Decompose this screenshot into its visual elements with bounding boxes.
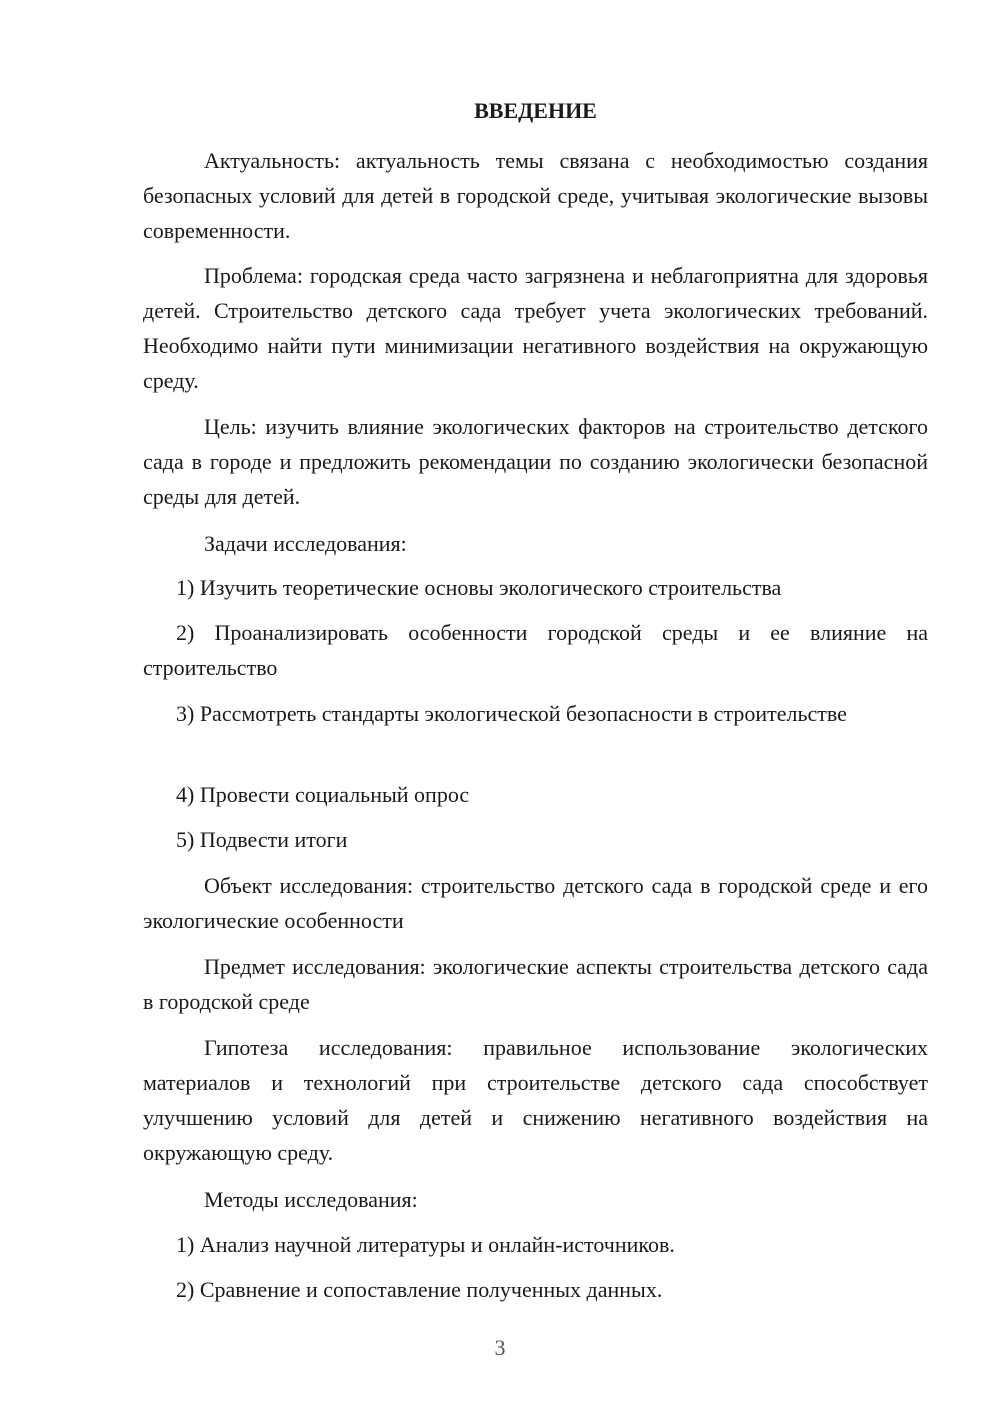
paragraph-problem: Проблема: городская среда часто загрязнена и неблагоприятна для здоровья детей. Строительство детского сада требует учета экологических требований. Необходимо найти пути минимизации негативного воздействия на окружающую среду.: [143, 263, 928, 393]
section-title: ВВЕДЕНИЕ: [474, 98, 597, 123]
paragraph-object: Объект исследования: строительство детского сада в городской среде и его экологические особенности: [143, 873, 928, 933]
list-item-method-1: 1) Анализ научной литературы и онлайн-источников.: [176, 1232, 675, 1257]
list-item-task-3: 3) Рассмотреть стандарты экологической безопасности в строительстве: [176, 701, 847, 726]
paragraph-hypothesis: Гипотеза исследования: правильное использование экологических материалов и технологий при строительстве детского сада способствует улучшению условий для детей и снижению негативного воздействия на окружающую среду.: [143, 1035, 928, 1165]
paragraph-subject: Предмет исследования: экологические аспекты строительства детского сада в городской среде: [143, 954, 928, 1014]
list-item-task-5: 5) Подвести итоги: [176, 827, 348, 852]
list-item-task-1: 1) Изучить теоретические основы экологического строительства: [176, 575, 782, 600]
paragraph-methods-heading: Методы исследования:: [204, 1187, 418, 1212]
list-item-method-2: 2) Сравнение и сопоставление полученных данных.: [176, 1277, 663, 1302]
paragraph-goal: Цель: изучить влияние экологических факторов на строительство детского сада в городе и предложить рекомендации по созданию экологически безопасной среды для детей.: [143, 414, 928, 509]
list-item-task-2: 2) Проанализировать особенности городской среды и ее влияние на строительство: [143, 620, 928, 680]
paragraph-relevance: Актуальность: актуальность темы связана с необходимостью создания безопасных условий для детей в городской среде, учитывая экологические вызовы современности.: [143, 148, 928, 243]
list-item-task-4: 4) Провести социальный опрос: [176, 782, 470, 807]
page-number: 3: [494, 1335, 506, 1360]
paragraph-tasks-heading: Задачи исследования:: [204, 531, 407, 556]
